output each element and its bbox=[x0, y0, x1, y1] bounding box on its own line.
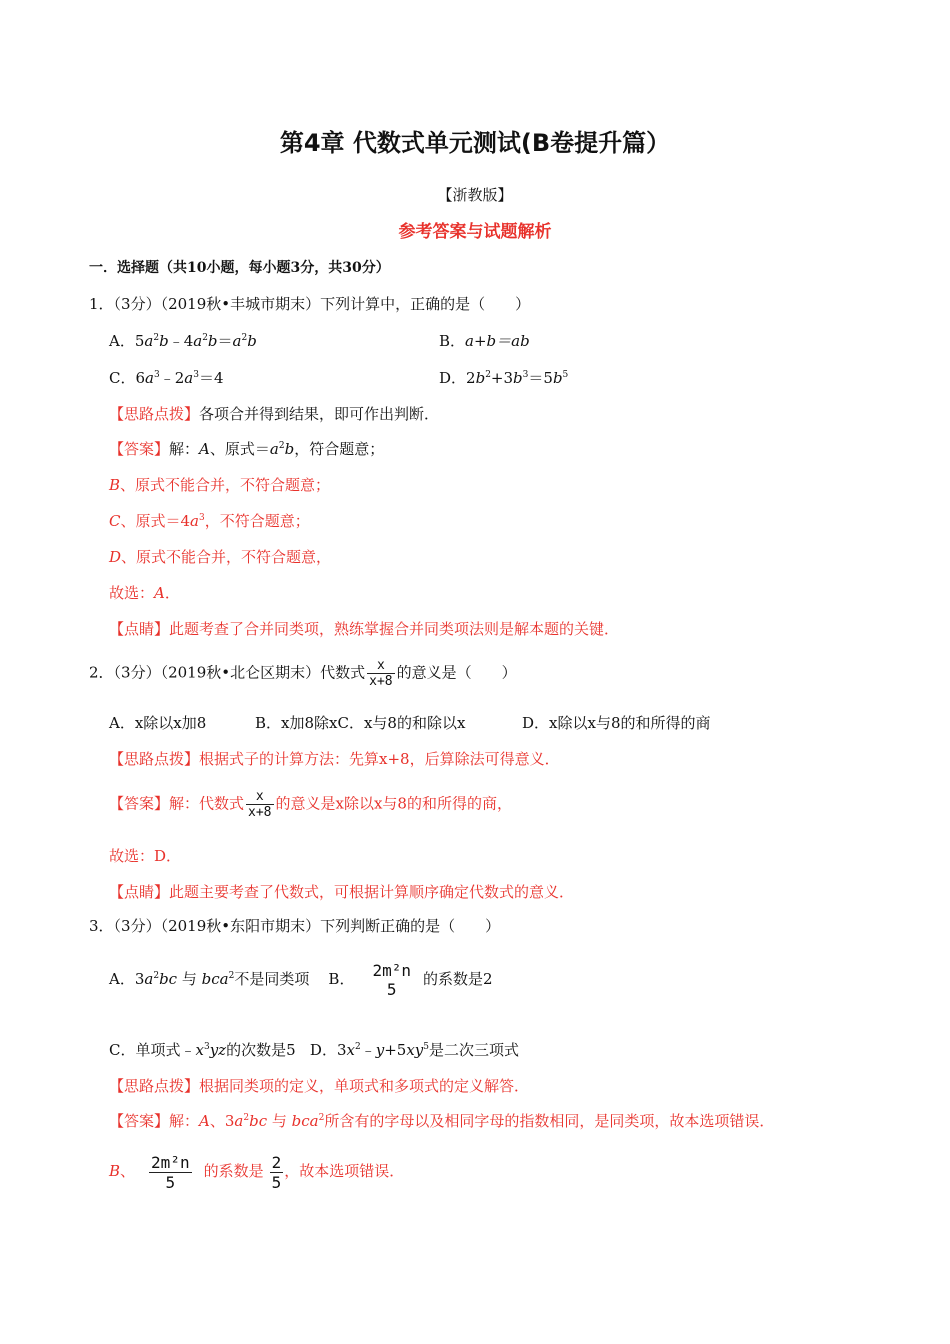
q3-option-c-d: C．单项式$﹣x^3yz$的次数是5 D．$3x^2﹣y+5xy^5$是二次三项式 bbox=[109, 1041, 520, 1059]
q1-hint: 【思路点拨】各项合并得到结果，即可作出判断． bbox=[109, 405, 440, 423]
q1-choice: 故选：A． bbox=[109, 584, 180, 602]
q1-answer-c: C、原式$=4a^3$，不符合题意； bbox=[109, 512, 310, 530]
q2-option-b-c: B．x加8除xC．x与8的和除以x bbox=[255, 714, 466, 732]
q2-stem: 2．（3分）（2019秋•北仑区期末）代数式 $\frac{x}{x+8}$ 的意义是（ ） bbox=[89, 658, 517, 689]
edition-label: 【浙教版】 bbox=[437, 186, 513, 204]
q2-review: 【点睛】此题主要考查了代数式，可根据计算顺序确定代数式的意义． bbox=[109, 883, 575, 901]
q1-answer-b: B、原式不能合并，不符合题意； bbox=[109, 476, 331, 494]
section-heading: 一．选择题（共10小题，每小题3分，共30分） bbox=[89, 260, 390, 276]
q3-hint: 【思路点拨】根据同类项的定义，单项式和多项式的定义解答． bbox=[109, 1077, 530, 1095]
q2-fraction: $\frac{x}{x+8}$ bbox=[369, 658, 393, 689]
q2-hint: 【思路点拨】根据式子的计算方法：先算x+8，后算除法可得意义． bbox=[109, 750, 560, 768]
q1-answer-d: D、原式不能合并，不符合题意， bbox=[109, 548, 332, 566]
q2-answer: 【答案】解：代数式 $\frac{x}{x+8}$ 的意义是x除以x与8的和所得的商， bbox=[109, 789, 512, 820]
subtitle: 参考答案与试题解析 bbox=[398, 222, 552, 242]
q3-answer: 【答案】解：A、$3a^2bc$ 与 bca$^2$所含有的字母以及相同字母的指数相同，是同类项，故本选项错误． bbox=[109, 1112, 775, 1130]
q2-option-d: D．x除以x与8的和所得的商 bbox=[522, 714, 711, 732]
q3-fraction: 2m²n 5 bbox=[372, 961, 411, 999]
q3-option-a-b: A．$3a^2bc$ 与 bca$^2$不是同类项 B． 2m²n 5 的系数是2 bbox=[109, 961, 493, 999]
q2-choice: 故选：D． bbox=[109, 847, 182, 865]
q2-answer-fraction: $\frac{x}{x+8}$ bbox=[248, 789, 272, 820]
q1-option-c: C．$6a^3﹣2a^3=4$ bbox=[109, 369, 224, 387]
q1-answer: 【答案】解：A、原式$=a^2b$，符合题意； bbox=[109, 440, 385, 458]
q3-answer-fraction: $\frac{\text{2m²n}}{5}$ bbox=[151, 1152, 190, 1192]
q1-review: 【点睛】此题考查了合并同类项，熟练掌握合并同类项法则是解本题的关键． bbox=[109, 620, 620, 638]
q3-answer-b: B、 $\frac{\text{2m²n}}{5}$ 的系数是 $\frac{2}{5}$ ，故本选项错误． bbox=[109, 1152, 405, 1192]
q3-coefficient-fraction: $\frac{2}{5}$ bbox=[271, 1152, 282, 1192]
q1-stem: 1．（3分）（2019秋•丰城市期末）下列计算中，正确的是（ ） bbox=[89, 295, 531, 313]
q1-option-d: D．$2b^2+3b^3=5b^5$ bbox=[439, 369, 569, 387]
q2-option-a: A．x除以x加8 bbox=[109, 714, 207, 732]
q1-option-b: B．a+b＝ab bbox=[439, 332, 530, 350]
q3-stem: 3．（3分）（2019秋•东阳市期末）下列判断正确的是（ ） bbox=[89, 917, 501, 935]
q1-option-a: A．$5a^2b﹣4a^2b=a^2b$ bbox=[109, 332, 257, 350]
page-title: 第4章 代数式单元测试(B卷提升篇） bbox=[279, 129, 671, 157]
